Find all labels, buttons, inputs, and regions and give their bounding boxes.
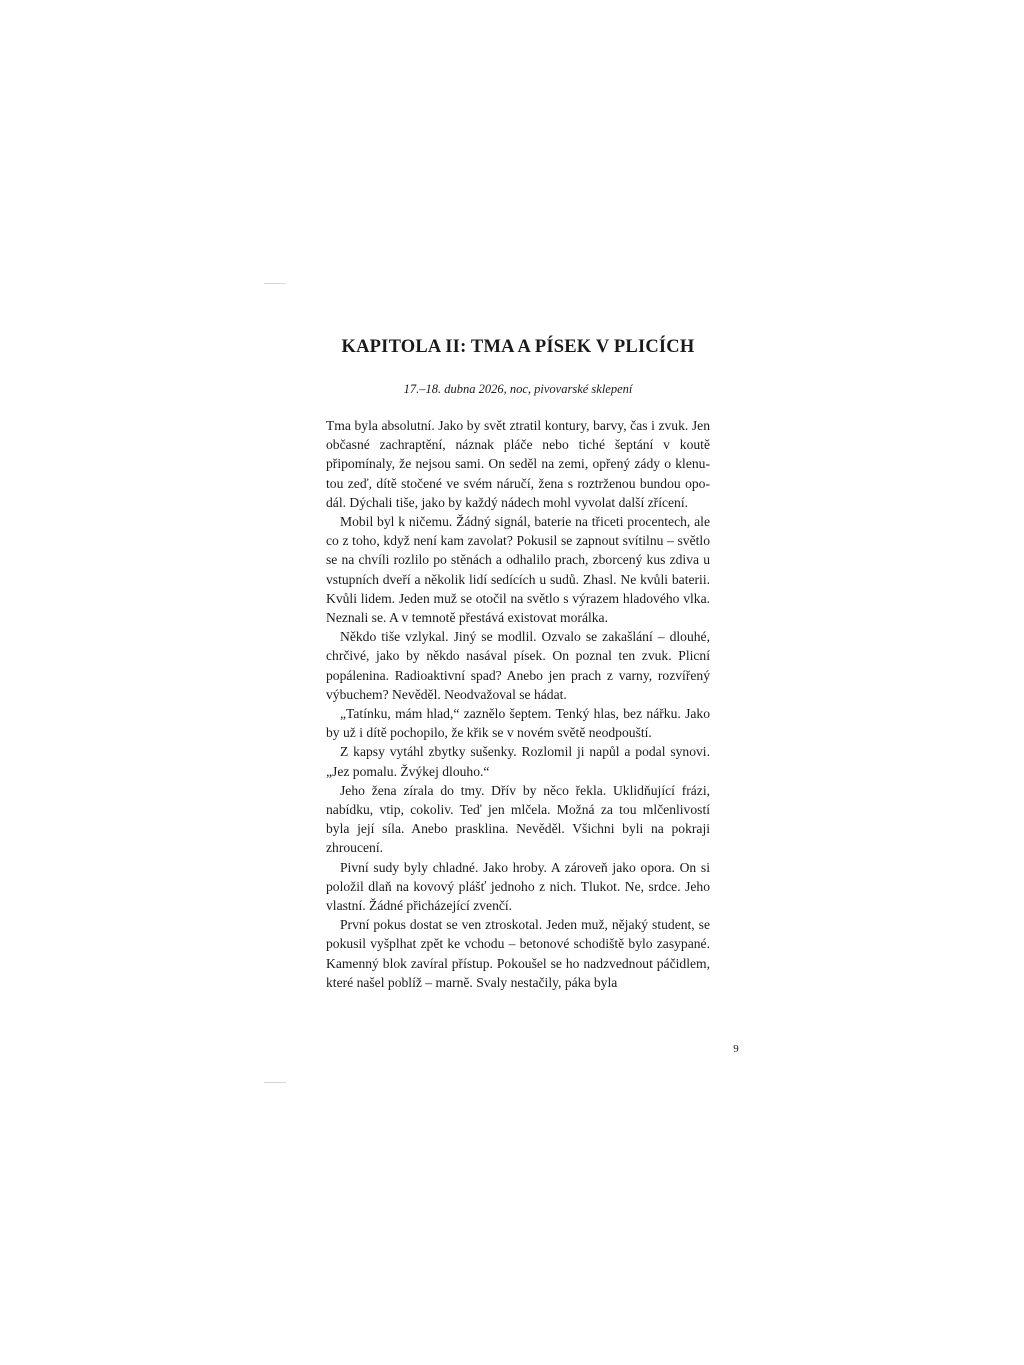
crop-mark-bottom [264, 1082, 286, 1083]
crop-mark-top [264, 283, 286, 284]
body-text [326, 416, 710, 992]
page-number: 9 [733, 1043, 739, 1055]
paragraph-5: Z kapsy vytáhl zbytky sušenky. Rozlomil ji napůl a podal synovi. „Jez pomalu. Žvýkej dlouho.“ [326, 744, 710, 779]
paragraph-7: Pivní sudy byly chladné. Jako hroby. A zároveň jako opora. On si položil dlaň na kovový plášť jednoho z nich. Tlukot. Ne, srdce. Jeho vlastní. Žádné přicházející zvenčí. [326, 859, 710, 914]
paragraph-3: Někdo tiše vzlykal. Jiný se modlil. Ozvalo se zakašlání – dlouhé, chrčivé, jako by někdo nasával písek. On poznal ten zvuk. Plicní popálenina. Radioaktivní spad? Anebo jen prach z varny, rozvířený výbuchem? Nevěděl. Neodvažoval se hádat. [326, 629, 710, 702]
chapter-subtitle: 17.–18. dubna 2026, noc, pivovarské sklepení [403, 382, 633, 396]
paragraph-2: Mobil byl k ničemu. Žádný signál, baterie na třiceti procentech, ale co z toho, když není kam zavolat? Pokusil se zapnout svítilnu – světlo se na chvíli rozlilo po stěnách a odhalilo prach, zborcený kus zdiva u vstupních dveří a několik lidí sedících u sudů. Zhasl. Ne kvůli baterii. Kvůli lidem. Jeden muž se otočil na světlo s výrazem hladového vlka. Neznali se. A v temnotě přestává existovat morálka. [326, 514, 710, 626]
paragraph-1: Tma byla absolutní. Jako by svět ztratil kontury, barvy, čas i zvuk. Jen občasné zachraptění, náznak pláče nebo tiché šeptání v koutě připomínaly, že nejsou sami. On seděl na zemi, opřený zády o klenutou zeď, dítě stočené ve svém náručí, žena s roztrženou bundou opodál. Dýchali tiše, jako by každý nádech mohl vyvolat další zřícení. [326, 418, 710, 510]
paragraph-8: První pokus dostat se ven ztroskotal. Jeden muž, nějaký student, se pokusil vyšplhat zpět ke vchodu – betonové schodiště bylo zasypané. Kamenný blok zavíral přístup. Pokoušel se ho nadzvednout páčidlem, které našel poblíž – marně. Svaly nestačily, páka byla [326, 917, 710, 990]
chapter-title: KAPITOLA II: TMA A PÍSEK V PLICÍCH [341, 337, 695, 357]
paragraph-4: „Tatínku, mám hlad,“ zaznělo šeptem. Tenký hlas, bez nářku. Jako by už i dítě pochopilo, že křik se v novém světě neodpouští. [326, 706, 710, 741]
paragraph-6: Jeho žena zírala do tmy. Dřív by něco řekla. Uklidňující frázi, nabídku, vtip, cokoliv. Teď jen mlčela. Možná za tou mlčenlivostí byla její síla. Anebo prasklina. Nevěděl. Všichni byli na pokraji zhroucení. [326, 782, 710, 856]
